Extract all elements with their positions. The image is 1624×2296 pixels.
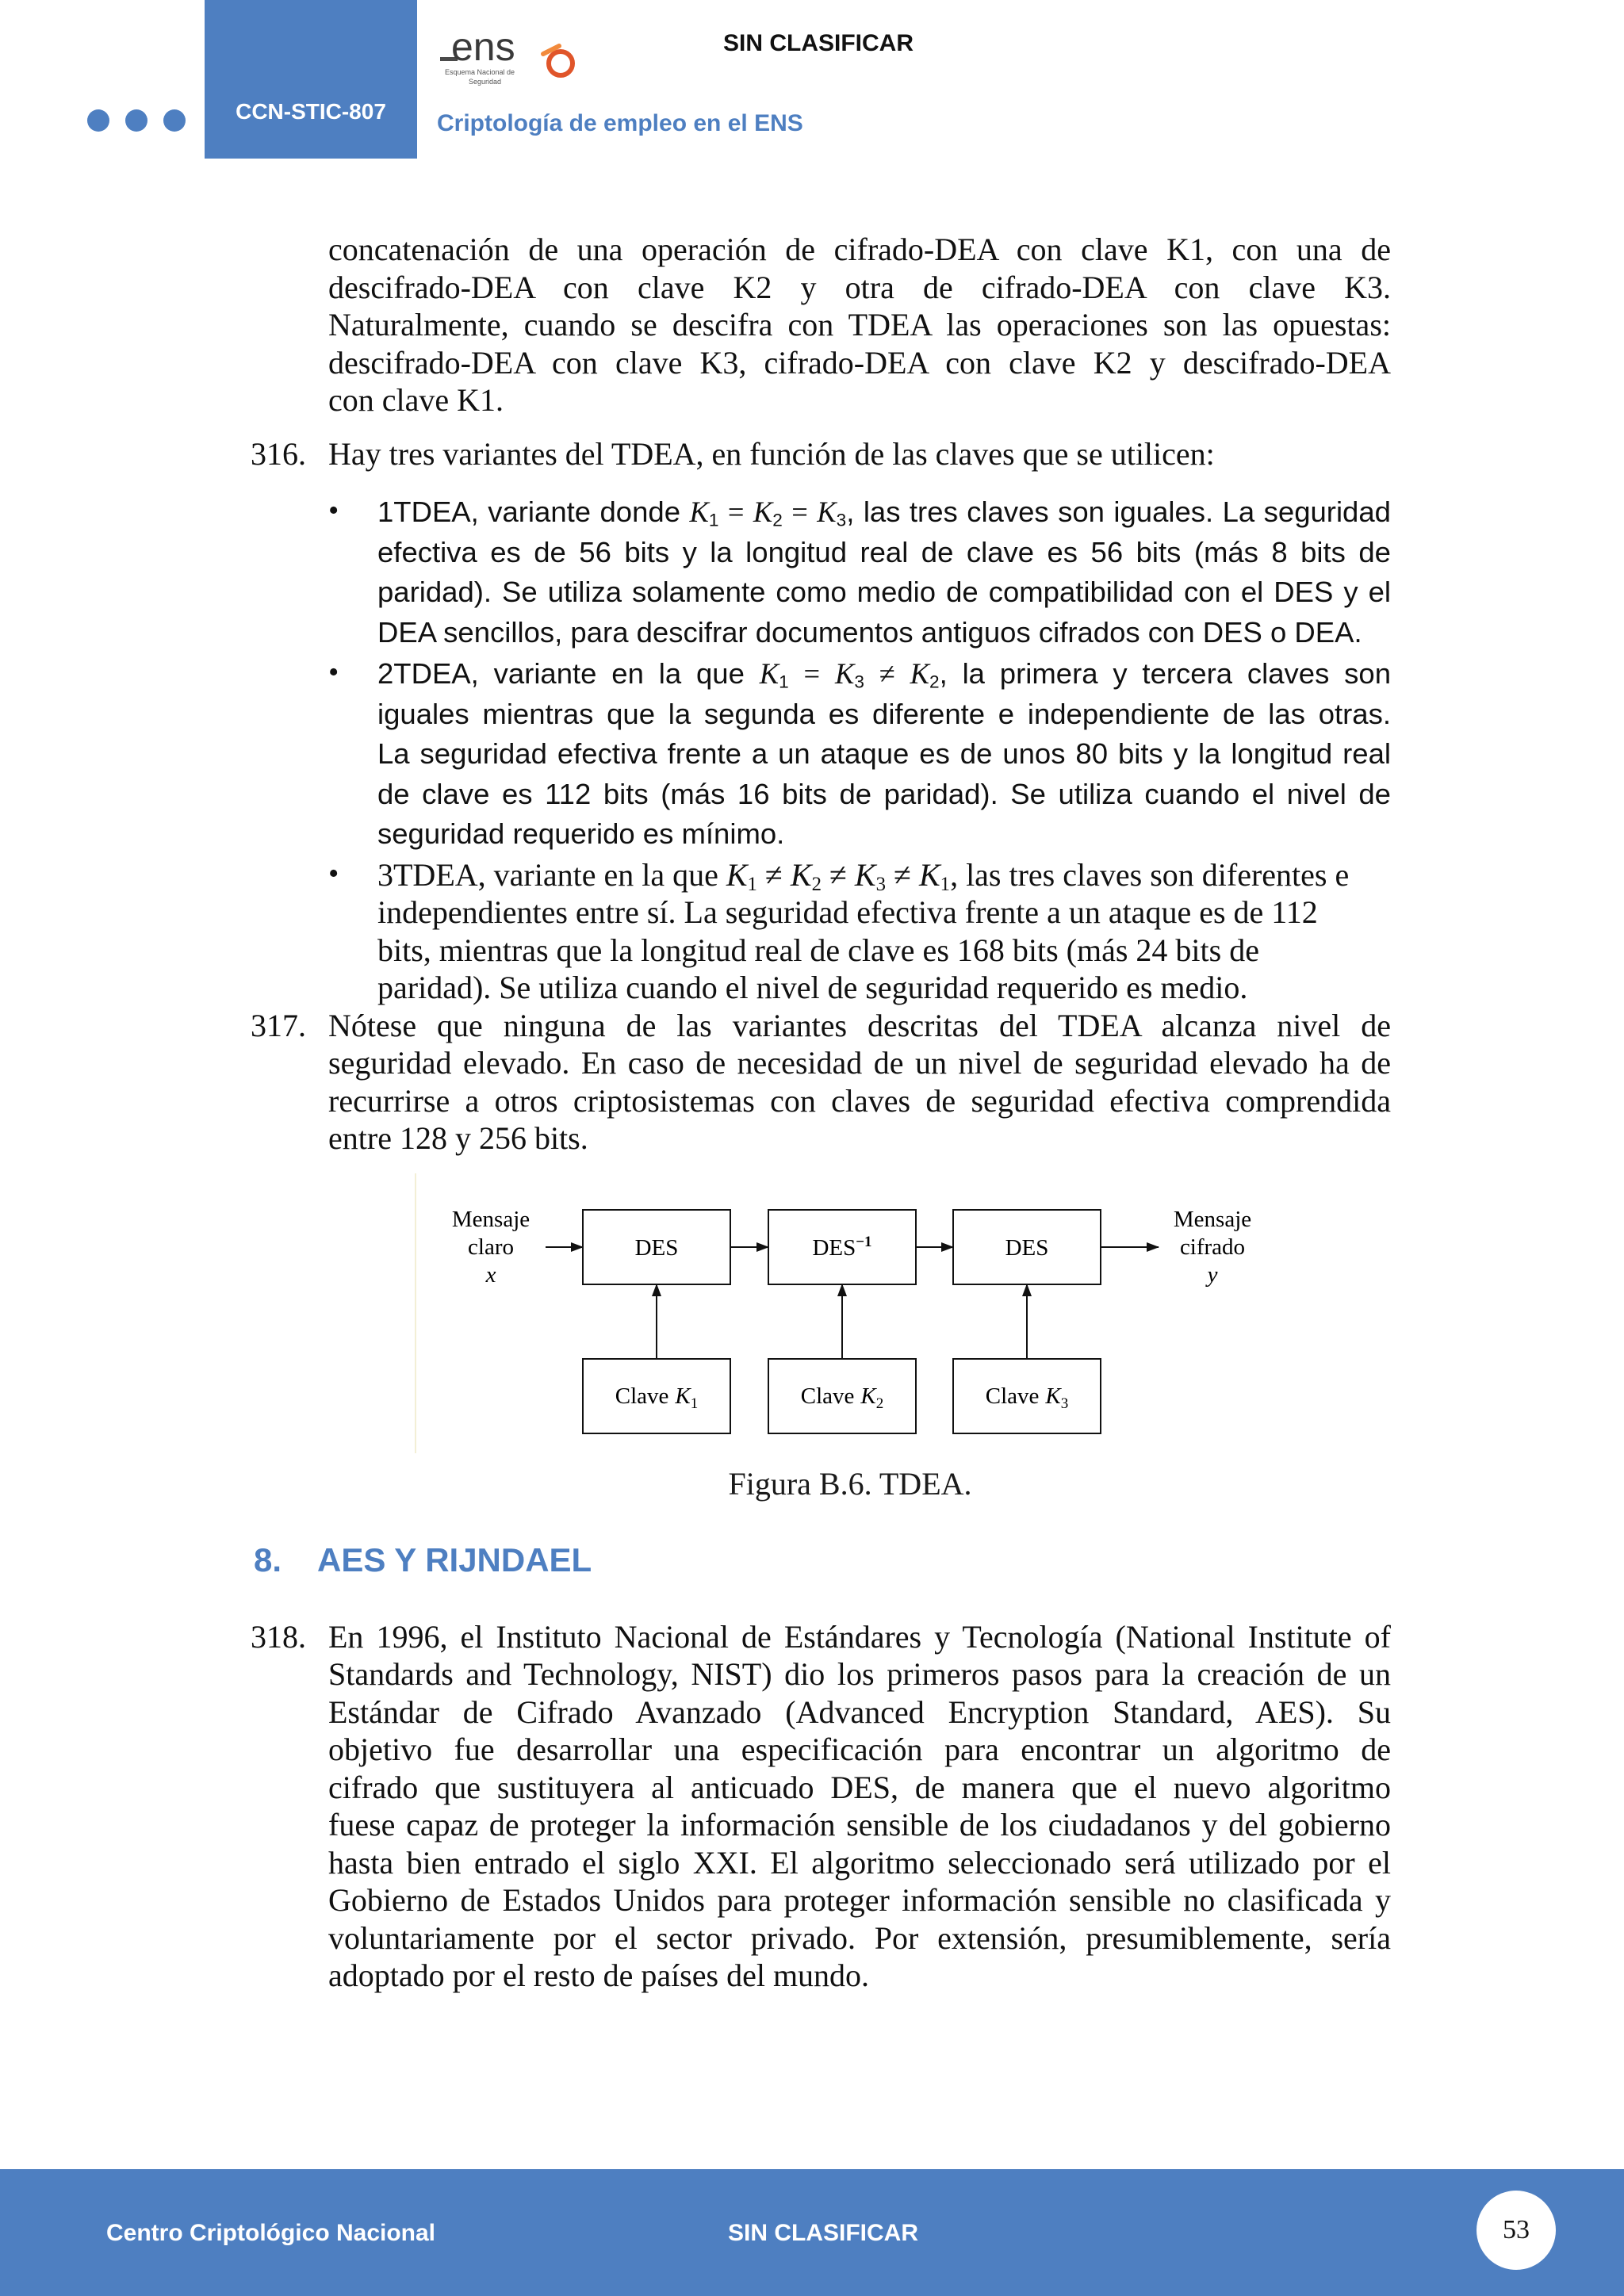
text-line: con clave K1. <box>328 382 504 418</box>
input-label: claro <box>468 1234 514 1260</box>
math-var: K <box>759 657 779 690</box>
text-line: voluntariamente por el sector privado. Por extensión, presumiblemente, sería <box>328 1920 1391 1956</box>
header-classification: SIN CLASIFICAR <box>723 30 914 56</box>
math-op: ≠ <box>879 657 895 690</box>
header-dot <box>125 109 147 132</box>
math-op: = <box>727 496 745 528</box>
paragraph-316: Hay tres variantes del TDEA, en función de las claves que se utilicen: <box>328 436 1215 472</box>
logo-text: ens <box>451 30 515 69</box>
math-op: = <box>791 496 808 528</box>
math-var: K <box>834 657 855 690</box>
text-line: descifrado-DEA con clave K2 y otra de cifrado-DEA con clave K3. <box>328 270 1391 305</box>
bullet-1tdea-line <box>377 492 1391 533</box>
math-sub: 1 <box>747 874 757 896</box>
logo-subtext: Seguridad <box>469 78 502 86</box>
math-var: K <box>854 857 876 893</box>
text-line: Standards and Technology, NIST) dio los primeros pasos para la creación de un <box>328 1656 1391 1692</box>
bullet-2tdea-line <box>377 654 1391 695</box>
text-line: paridad). Se utiliza solamente como medio de compatibilidad con el DES y el <box>377 576 1391 608</box>
section-number: 8. <box>254 1541 282 1578</box>
input-label: Mensaje <box>451 1207 530 1232</box>
math-sub: 2 <box>929 672 940 692</box>
key-label <box>615 1383 699 1412</box>
text-line: seguridad elevado. En caso de necesidad de un nivel de seguridad elevado ha de <box>328 1045 1391 1081</box>
text-line: efectiva es de 56 bits y la longitud real de clave es 56 bits (más 8 bits de <box>377 536 1391 568</box>
key-label <box>986 1383 1069 1412</box>
bullet-label: 3TDEA, variante en la que <box>377 857 718 893</box>
text-line: En 1996, el Instituto Nacional de Estándares y Tecnología (National Institute of <box>328 1619 1391 1655</box>
bullet-text: , las tres claves son diferentes e <box>950 857 1350 893</box>
math-sub: 3 <box>875 874 887 896</box>
key-sub: 2 <box>875 1395 884 1412</box>
header-code-band <box>205 0 417 159</box>
text-line: seguridad requerido es mínimo. <box>377 817 785 850</box>
block-text: DES <box>812 1235 856 1261</box>
math-var: K <box>753 496 773 528</box>
document-code: CCN-STIC-807 <box>236 99 386 124</box>
footer-organization: Centro Criptológico Nacional <box>106 2220 436 2246</box>
text-line: descifrado-DEA con clave K3, cifrado-DEA con clave K2 y descifrado-DEA <box>328 345 1391 381</box>
key-word: Clave <box>985 1383 1040 1409</box>
key-sub: 3 <box>1060 1395 1069 1412</box>
text-line: paridad). Se utiliza cuando el nivel de seguridad requerido es medio. <box>377 970 1248 1005</box>
math-sub: 2 <box>811 874 822 896</box>
logo-ring-icon <box>549 52 573 75</box>
input-var: x <box>485 1262 496 1288</box>
header-dot <box>87 109 109 132</box>
bullet-icon: • <box>328 857 339 890</box>
key-var: K <box>675 1383 691 1409</box>
text-line: de clave es 112 bits (más 16 bits de paridad). Se utiliza cuando el nivel de <box>377 778 1391 810</box>
inverse-superscript: −1 <box>856 1234 872 1250</box>
bullet-3tdea-line <box>377 856 1391 894</box>
bullet-text: , las tres claves son iguales. La seguridad <box>846 496 1391 528</box>
ens-logo <box>440 30 583 94</box>
output-label: Mensaje <box>1173 1207 1252 1232</box>
math-sub: 1 <box>940 874 951 896</box>
math-op: ≠ <box>829 857 847 893</box>
math-var: K <box>910 657 929 690</box>
math-sub: 3 <box>854 672 864 692</box>
footer-classification: SIN CLASIFICAR <box>728 2220 918 2246</box>
key-label <box>801 1383 884 1412</box>
math-var: K <box>790 857 812 893</box>
text-line: DEA sencillos, para descifrar documentos antiguos cifrados con DES o DEA. <box>377 616 1362 649</box>
math-sub: 2 <box>772 510 783 530</box>
output-label: cifrado <box>1179 1234 1246 1260</box>
math-var: K <box>689 496 709 528</box>
tdea-diagram <box>412 1172 1285 1457</box>
header-subtitle: Criptología de empleo en el ENS <box>437 110 803 136</box>
math-var: K <box>817 496 837 528</box>
math-sub: 1 <box>779 672 789 692</box>
text-line: Gobierno de Estados Unidos para proteger información sensible no clasificada y <box>328 1882 1391 1918</box>
math-op: = <box>803 657 821 690</box>
key-word: Clave <box>615 1383 669 1409</box>
logo-subtext: Esquema Nacional de <box>445 68 515 76</box>
text-line: concatenación de una operación de cifrado-DEA con clave K1, con una de <box>328 232 1391 267</box>
key-var: K <box>860 1383 876 1409</box>
header-dot <box>163 109 186 132</box>
math-var: K <box>726 857 748 893</box>
bullet-icon: • <box>328 494 339 527</box>
des-block-label: DES <box>1005 1235 1049 1261</box>
math-var: K <box>918 857 940 893</box>
key-var: K <box>1045 1383 1061 1409</box>
text-line: fuese capaz de proteger la información sensible de los ciudadanos y del gobierno <box>328 1807 1391 1843</box>
math-sub: 1 <box>708 510 719 530</box>
text-line: iguales mientras que la segunda es diferente e independiente de las otras. <box>377 698 1391 730</box>
bullet-label: 2TDEA, variante en la que <box>377 657 745 690</box>
text-line: objetivo fue desarrollar una especificación para encontrar un algoritmo de <box>328 1732 1391 1767</box>
key-sub: 1 <box>690 1395 699 1412</box>
paragraph-number: 316. <box>251 436 306 472</box>
key-word: Clave <box>800 1383 855 1409</box>
text-line: cifrado que sustituyera al anticuado DES, de manera que el nuevo algoritmo <box>328 1770 1391 1805</box>
output-var: y <box>1207 1262 1218 1288</box>
text-line: recurrirse a otros criptosistemas con claves de seguridad efectiva comprendida <box>328 1083 1391 1119</box>
bullet-label: 1TDEA, variante donde <box>377 496 681 528</box>
paragraph-number: 318. <box>251 1619 306 1655</box>
text-line: adoptado por el resto de países del mundo. <box>328 1957 870 1993</box>
page-number: 53 <box>1503 2215 1530 2244</box>
text-line: hasta bien entrado el siglo XXI. El algoritmo seleccionado será utilizado por el <box>328 1845 1391 1881</box>
math-op: ≠ <box>894 857 911 893</box>
text-line: La seguridad efectiva frente a un ataque es de unos 80 bits y la longitud real <box>377 737 1391 770</box>
text-line: entre 128 y 256 bits. <box>328 1120 588 1156</box>
text-line: Naturalmente, cuando se descifra con TDEA las operaciones son las opuestas: <box>328 307 1391 342</box>
text-line: Nótese que ninguna de las variantes descritas del TDEA alcanza nivel de <box>328 1008 1391 1043</box>
bullet-icon: • <box>328 656 339 689</box>
text-line: Estándar de Cifrado Avanzado (Advanced Encryption Standard, AES). Su <box>328 1694 1391 1730</box>
paragraph-number: 317. <box>251 1008 306 1043</box>
bullet-text: , la primera y tercera claves son <box>939 657 1391 690</box>
math-sub: 3 <box>836 510 847 530</box>
text-line: independientes entre sí. La seguridad efectiva frente a un ataque es de 112 <box>377 894 1318 930</box>
des-block-label: DES <box>634 1235 679 1261</box>
math-op: ≠ <box>764 857 783 893</box>
section-title: AES Y RIJNDAEL <box>317 1541 592 1578</box>
figure-caption: Figura B.6. TDEA. <box>728 1466 972 1502</box>
text-line: bits, mientras que la longitud real de clave es 168 bits (más 24 bits de <box>377 932 1259 968</box>
